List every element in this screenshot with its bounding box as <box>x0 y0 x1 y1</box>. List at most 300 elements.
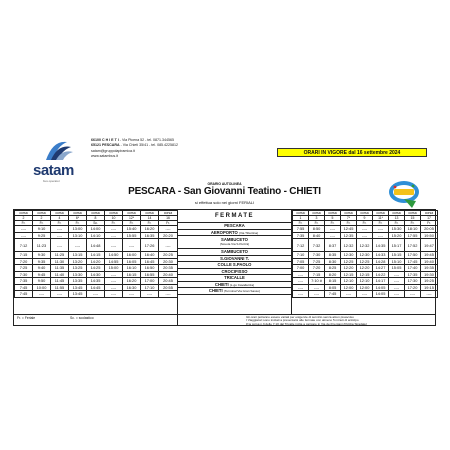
run-label: corsa <box>105 211 123 216</box>
inbound-time-row <box>293 239 438 252</box>
time-cell: 15:15 <box>389 252 405 259</box>
outbound-time-row <box>15 271 178 278</box>
brand-name: satam <box>33 162 74 179</box>
time-cell: ---- <box>105 284 123 291</box>
time-cell: ---- <box>159 226 178 233</box>
stop-detail: (Via Tiburtina) <box>238 230 259 235</box>
run-label: corsa <box>373 211 389 216</box>
time-cell: ---- <box>87 291 105 298</box>
time-cell: 15:30 <box>389 226 405 233</box>
run-day: Fr. <box>15 221 33 226</box>
stop-9 <box>178 288 291 295</box>
outbound-time-row <box>15 226 178 233</box>
stops-column <box>177 210 292 315</box>
run-day: Fr. <box>123 221 141 226</box>
outbound-time-row <box>15 232 178 239</box>
contact-info <box>91 138 178 159</box>
time-cell: 15:55 <box>123 232 141 239</box>
time-cell: 7:20 <box>15 258 33 265</box>
time-cell: 12:10 <box>341 278 357 285</box>
time-cell: 12:15 <box>357 271 373 278</box>
satam-logo-mark-icon <box>33 138 79 164</box>
time-cell: ---- <box>51 239 69 252</box>
time-cell: ---- <box>389 278 405 285</box>
run-day: Fr. <box>141 221 159 226</box>
schedule-label: ORARIO AUTOLINEA <box>207 182 242 186</box>
run-label: corsa <box>325 211 341 216</box>
stop-name: SAMBUCETO <box>221 249 248 255</box>
time-cell: 12:10 <box>357 278 373 285</box>
run-number: 1 <box>293 216 309 221</box>
route-note: si effettua solo nei giorni FERIALI <box>194 200 255 205</box>
run-label: corsa <box>159 211 178 216</box>
run-day: Fr. <box>389 221 405 226</box>
time-cell: 16:35 <box>141 232 159 239</box>
time-cell: 17:45 <box>405 258 421 265</box>
time-cell: 7:45 <box>15 291 33 298</box>
stop-name: CROCIFISSO <box>221 268 248 274</box>
time-cell: 7:10 # <box>309 278 325 285</box>
time-cell: 13:35 <box>69 278 87 285</box>
time-cell: ---- <box>51 232 69 239</box>
time-cell: ---- <box>105 291 123 298</box>
time-cell: 16:50 <box>141 265 159 272</box>
office-pescara-details: - Via Chieti 35/41 - tel. 085.4225812 <box>119 143 179 148</box>
inbound-table <box>292 210 438 298</box>
outbound-time-row <box>15 252 178 259</box>
time-cell: 8:15 <box>325 278 341 285</box>
time-cell: 14:05 <box>373 284 389 291</box>
time-cell: 19:30 <box>421 271 438 278</box>
time-cell: 8:37 <box>325 239 341 252</box>
run-label: corsa <box>51 211 69 216</box>
footer <box>13 315 436 326</box>
run-label: corsa <box>389 211 405 216</box>
run-number: 8 <box>87 216 105 221</box>
time-cell: 15:00 <box>105 265 123 272</box>
time-cell: ---- <box>293 278 309 285</box>
time-cell: 14:20 <box>87 258 105 265</box>
time-cell: 20:05 <box>421 226 438 233</box>
run-label: corsa <box>421 211 438 216</box>
time-cell: 11:25 <box>51 252 69 259</box>
time-cell: ---- <box>357 291 373 298</box>
time-cell: 7:45 <box>325 291 341 298</box>
time-cell: 11:45 <box>51 278 69 285</box>
run-label: corsa <box>87 211 105 216</box>
time-cell: 7:35 <box>15 278 33 285</box>
time-cell: 7:10 <box>293 252 309 259</box>
note-1: Gli orari potranno essere variati per esigenze di servizio senza alcun preavviso <box>246 315 354 319</box>
office-chieti: 66100 C H I E T I <box>91 138 119 142</box>
inbound-time-row <box>293 284 438 291</box>
time-cell: 16:20 <box>141 226 159 233</box>
run-label: corsa <box>123 211 141 216</box>
time-cell: 7:12 <box>15 239 33 252</box>
time-cell: 19:35 <box>421 265 438 272</box>
time-cell: ---- <box>341 291 357 298</box>
time-cell: 14:25 <box>87 265 105 272</box>
time-cell: ---- <box>33 291 51 298</box>
time-cell: 7:35 <box>293 232 309 239</box>
time-cell: 14:55 <box>105 258 123 265</box>
time-cell: 20:35 <box>159 265 178 272</box>
time-cell: 7:30 <box>15 271 33 278</box>
time-cell: 7:20 <box>309 265 325 272</box>
outbound-time-row <box>15 258 178 265</box>
outbound-time-row <box>15 284 178 291</box>
time-cell: ---- <box>105 278 123 285</box>
time-cell: 12:20 <box>357 265 373 272</box>
stop-name: TRICALLE <box>224 275 245 281</box>
time-cell: ---- <box>325 226 341 233</box>
time-cell: 17:55 <box>405 232 421 239</box>
run-number: 17 <box>421 216 438 221</box>
run-number: 14 <box>141 216 159 221</box>
run-day: Sc. <box>87 221 105 226</box>
time-cell: 12:32 <box>341 239 357 252</box>
run-number: 5 <box>325 216 341 221</box>
time-cell: 7:25 <box>15 265 33 272</box>
outbound-header-row <box>15 211 178 216</box>
time-cell: ---- <box>51 291 69 298</box>
inbound-time-row <box>293 232 438 239</box>
office-pescara: 65121 PESCARA <box>91 143 120 148</box>
time-cell: 17:50 <box>405 252 421 259</box>
time-cell: 15:20 <box>389 232 405 239</box>
time-cell: 8:25 <box>325 265 341 272</box>
time-cell: 9:50 <box>33 278 51 285</box>
run-day: Fr. <box>373 221 389 226</box>
time-cell: 11:40 <box>51 271 69 278</box>
run-number: 3 <box>309 216 325 221</box>
time-cell: 11:35 <box>51 265 69 272</box>
time-cell: 16:45 <box>141 258 159 265</box>
time-cell: 12:00 <box>341 284 357 291</box>
time-cell: 12:25 <box>341 258 357 265</box>
time-cell: ---- <box>389 271 405 278</box>
time-cell: 11:55 <box>51 284 69 291</box>
time-cell: ---- <box>293 284 309 291</box>
run-day: Fr. <box>341 221 357 226</box>
time-cell: 8:35 <box>325 252 341 259</box>
run-label: corsa <box>33 211 51 216</box>
time-cell: 14:05 <box>373 291 389 298</box>
time-cell: 19:45 <box>421 252 438 259</box>
brand-tagline: bus operator <box>43 179 60 183</box>
outbound-table <box>14 210 178 298</box>
run-label: corsa <box>405 211 421 216</box>
run-day: Fr. <box>159 221 178 226</box>
run-day: Fr. <box>405 221 421 226</box>
time-cell: 13:10 <box>69 232 87 239</box>
run-day: Fr. <box>421 221 438 226</box>
time-cell: 17:26 <box>141 239 159 252</box>
run-number: 11* <box>373 216 389 221</box>
time-cell: ---- <box>421 291 438 298</box>
run-label: corsa <box>69 211 87 216</box>
stop-name: CHIETI <box>214 281 229 287</box>
run-number: 13 <box>389 216 405 221</box>
run-label: corsa <box>141 211 159 216</box>
time-cell: 16:05 <box>123 258 141 265</box>
time-cell: 14:22 <box>373 271 389 278</box>
time-cell: 13:20 <box>69 258 87 265</box>
time-cell: 12:35 <box>341 232 357 239</box>
time-cell: 12:25 <box>357 258 373 265</box>
time-cell: 17:52 <box>405 239 421 252</box>
run-day: Fr. <box>293 221 309 226</box>
run-day: Fr. <box>33 221 51 226</box>
time-cell: 17:30 <box>405 278 421 285</box>
time-cell: ---- <box>141 291 159 298</box>
time-cell: 9:40 <box>33 265 51 272</box>
timetable-page <box>13 128 436 326</box>
run-day: Fr. <box>325 221 341 226</box>
time-cell: 9:10 <box>33 226 51 233</box>
time-cell: ---- <box>105 271 123 278</box>
time-cell: 8:50 <box>309 226 325 233</box>
time-cell: ---- <box>357 226 373 233</box>
time-cell: 13:00 <box>69 226 87 233</box>
time-cell: 8:40 <box>309 232 325 239</box>
stop-name: COLLE S.PAOLO <box>217 262 252 268</box>
time-cell: ---- <box>357 232 373 239</box>
stops-header: FERMATE <box>178 210 291 223</box>
stop-detail: (L.go Cavalleriza) <box>229 282 255 287</box>
time-cell: 11:30 <box>51 258 69 265</box>
time-cell: ---- <box>123 291 141 298</box>
time-cell: 14:15 <box>87 252 105 259</box>
time-cell: 7:12 <box>293 239 309 252</box>
time-cell: 7:15 <box>15 252 33 259</box>
validity-badge: ORARI IN VIGORE dal 16 settembre 2024 <box>277 148 427 157</box>
time-cell: 15:17 <box>389 239 405 252</box>
time-cell: ---- <box>159 291 178 298</box>
time-cell: 18:10 <box>405 226 421 233</box>
time-cell: ---- <box>389 291 405 298</box>
time-cell: 7:30 <box>309 252 325 259</box>
time-cell: 7:15 <box>309 271 325 278</box>
time-cell: 17:00 <box>141 278 159 285</box>
time-cell: 12:45 <box>341 226 357 233</box>
time-cell: 20:20 <box>159 232 178 239</box>
route-title: PESCARA - San Giovanni Teatino - CHIETI <box>128 186 321 197</box>
time-cell: ---- <box>293 271 309 278</box>
time-cell: ---- <box>123 239 141 252</box>
time-cell: 16:10 <box>123 265 141 272</box>
time-cell: 7:00 <box>293 265 309 272</box>
time-cell: 9:45 <box>33 271 51 278</box>
notes <box>246 316 367 326</box>
time-cell: 14:30 <box>87 271 105 278</box>
time-cell: ---- <box>325 232 341 239</box>
inbound-header-row <box>293 211 438 216</box>
time-cell: 14:48 <box>87 239 105 252</box>
stop-name: PESCARA <box>224 223 245 229</box>
satam-logo <box>33 138 79 183</box>
time-cell: 14:35 <box>373 239 389 252</box>
inbound-time-row <box>293 252 438 259</box>
outbound-time-row <box>15 291 178 298</box>
time-cell: 16:00 <box>123 252 141 259</box>
time-cell: ---- <box>69 239 87 252</box>
time-cell: 14:10 <box>87 232 105 239</box>
run-label: corsa <box>309 211 325 216</box>
time-cell: 17:40 <box>405 265 421 272</box>
time-cell: 13:45 <box>69 291 87 298</box>
run-number: 2 <box>15 216 33 221</box>
note-3: # la corsa n.3 delle 7,10 dal Tricalle inizia a caricare in Via dei Frentani (Polizia Stradale) <box>246 321 368 326</box>
legend-scolastico: Sc. = scolastico <box>70 316 94 320</box>
time-cell: 20:25 <box>159 252 178 259</box>
stop-name: SAMBUCETO <box>221 236 248 242</box>
stop-name: S.GIOVANNI T. <box>220 255 249 261</box>
time-cell: 20:45 <box>159 278 178 285</box>
time-cell: 14:45 <box>87 284 105 291</box>
inbound-time-row <box>293 278 438 285</box>
time-cell: ---- <box>15 226 33 233</box>
time-cell: 13:45 <box>69 284 87 291</box>
legend-feriale: Fr. = Feriale <box>17 316 36 320</box>
inbound-time-row <box>293 226 438 233</box>
email-link[interactable]: satam@gruppolapiramica.it <box>91 148 135 153</box>
time-cell: 15:10 <box>389 258 405 265</box>
time-cell: ---- <box>105 232 123 239</box>
run-day: Fr. <box>357 221 373 226</box>
time-cell: 13:25 <box>69 265 87 272</box>
time-cell: 14:00 <box>87 226 105 233</box>
time-cell: ---- <box>373 226 389 233</box>
run-number: 16 <box>159 216 178 221</box>
time-cell: 12:30 <box>341 252 357 259</box>
time-cell: 7:45 <box>15 284 33 291</box>
run-label: corsa <box>357 211 373 216</box>
time-cell: 15:40 <box>123 226 141 233</box>
time-cell: ---- <box>159 239 178 252</box>
stop-detail: (Terminal Via Gran Sasso) <box>223 289 261 294</box>
time-cell: 9:35 <box>33 258 51 265</box>
time-cell: 20:40 <box>159 271 178 278</box>
time-cell: 8:30 <box>325 258 341 265</box>
inbound-time-row <box>293 265 438 272</box>
run-day: Fr. <box>105 221 123 226</box>
time-cell: ---- <box>389 284 405 291</box>
time-cell: 9:30 <box>33 252 51 259</box>
time-cell: 12:32 <box>357 239 373 252</box>
run-label: corsa <box>15 211 33 216</box>
outbound-time-row <box>15 265 178 272</box>
time-cell: 14:28 <box>373 258 389 265</box>
inbound-time-row <box>293 258 438 265</box>
stop-detail: (Scuola Via S.Pertini) <box>219 242 250 247</box>
time-cell: 19:50 <box>421 232 438 239</box>
time-cell: ---- <box>105 239 123 252</box>
time-cell: 10:00 <box>33 284 51 291</box>
outbound-time-row <box>15 278 178 285</box>
time-cell: 16:30 <box>123 284 141 291</box>
time-cell: ---- <box>15 232 33 239</box>
time-cell: 19:15 <box>421 284 438 291</box>
time-cell: 11:23 <box>33 239 51 252</box>
run-number: 7* <box>341 216 357 221</box>
note-2: I Viaggiatori sono invitati a presentarsi alle fermate con almeno 5 minuti di anticipo <box>246 318 359 323</box>
time-cell: 17:10 <box>141 284 159 291</box>
time-cell: 9:25 <box>33 232 51 239</box>
time-cell: 14:50 <box>105 252 123 259</box>
time-cell: 7:25 <box>309 258 325 265</box>
run-number: 6* <box>69 216 87 221</box>
time-cell: 12:00 <box>357 284 373 291</box>
time-cell: 19:40 <box>421 258 438 265</box>
footer-divider <box>177 315 178 326</box>
time-cell: ---- <box>405 291 421 298</box>
run-label: corsa <box>341 211 357 216</box>
stop-name: CHIETI <box>208 288 223 294</box>
outbound-time-row <box>15 239 178 252</box>
time-cell: ---- <box>309 284 325 291</box>
website-link[interactable]: www.satambus.it <box>91 153 118 158</box>
time-cell: 14:33 <box>373 252 389 259</box>
run-day: Fr. <box>309 221 325 226</box>
time-cell: 12:30 <box>357 252 373 259</box>
time-cell: ---- <box>309 291 325 298</box>
time-cell: ---- <box>293 291 309 298</box>
time-cell: 16:55 <box>141 271 159 278</box>
time-cell: 15:05 <box>389 265 405 272</box>
time-cell: 16:15 <box>123 271 141 278</box>
timetable-grid <box>13 209 436 315</box>
time-cell: 17:35 <box>405 271 421 278</box>
time-cell: 14:35 <box>87 278 105 285</box>
time-cell: ---- <box>373 232 389 239</box>
run-number: 4 <box>51 216 69 221</box>
run-day: Fr. <box>51 221 69 226</box>
inbound-time-row <box>293 291 438 298</box>
time-cell: 7:55 <box>293 226 309 233</box>
stop-2 <box>178 236 291 249</box>
time-cell: 14:17 <box>373 278 389 285</box>
office-chieti-details: - Via Picena 52 - tel. 0871.344565 <box>118 138 175 142</box>
run-number: 12* <box>123 216 141 221</box>
time-cell: 19:25 <box>421 278 438 285</box>
time-cell: 20:55 <box>159 284 178 291</box>
time-cell: 14:27 <box>373 265 389 272</box>
time-cell: 16:20 <box>123 278 141 285</box>
time-cell: 7:32 <box>309 239 325 252</box>
time-cell: 13:15 <box>69 252 87 259</box>
run-number: 2 <box>33 216 51 221</box>
inbound-time-row <box>293 271 438 278</box>
service-logo <box>386 179 426 209</box>
time-cell: 19:47 <box>421 239 438 252</box>
stop-name: AEROPORTO <box>210 229 238 235</box>
run-number: 10 <box>105 216 123 221</box>
unico-badge-icon <box>386 179 426 209</box>
time-cell: 13:30 <box>69 271 87 278</box>
time-cell: ---- <box>51 226 69 233</box>
time-cell: ---- <box>105 226 123 233</box>
run-number: 9 <box>357 216 373 221</box>
time-cell: 12:15 <box>341 271 357 278</box>
time-cell: 8:05 <box>325 284 341 291</box>
run-label: corsa <box>293 211 309 216</box>
time-cell: 16:40 <box>141 252 159 259</box>
time-cell: 17:20 <box>405 284 421 291</box>
time-cell: 8:20 <box>325 271 341 278</box>
time-cell: 12:20 <box>341 265 357 272</box>
time-cell: 20:30 <box>159 258 178 265</box>
